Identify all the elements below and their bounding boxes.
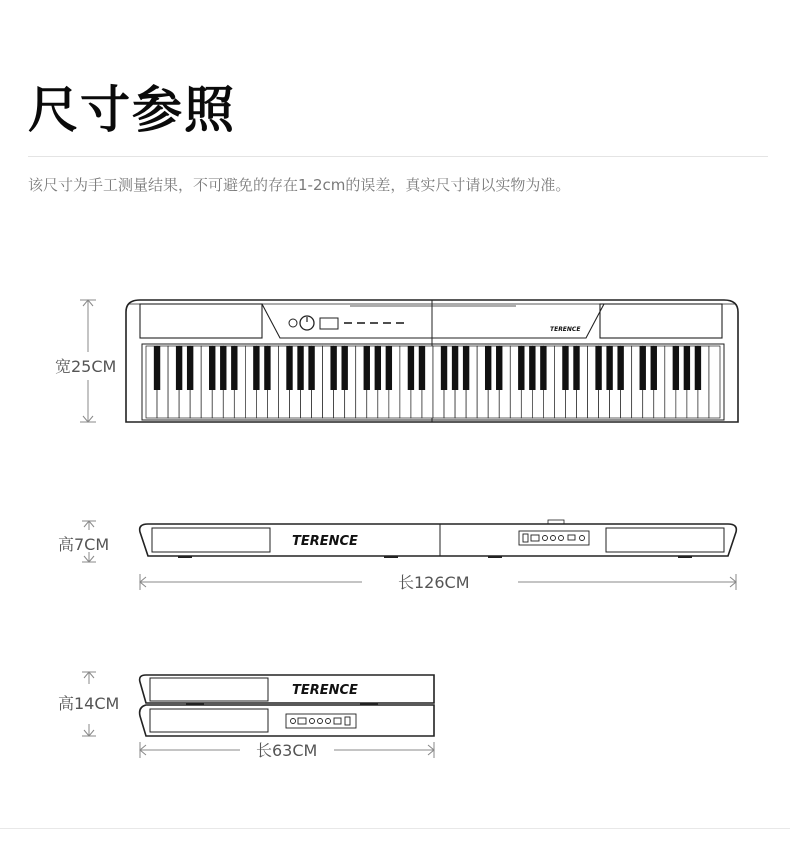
black-key (154, 346, 160, 390)
black-key (573, 346, 579, 390)
black-key (529, 346, 535, 390)
black-key (463, 346, 469, 390)
black-key (562, 346, 568, 390)
black-key (452, 346, 458, 390)
black-key (441, 346, 447, 390)
folded-upper-outline (140, 675, 434, 703)
black-key (518, 346, 524, 390)
black-key (485, 346, 491, 390)
black-key (617, 346, 623, 390)
front-body-outline (140, 524, 737, 556)
black-key (386, 346, 392, 390)
top-brand-logo: TERENCE (550, 326, 581, 333)
piano-folded-view (58, 672, 434, 760)
black-key (595, 346, 601, 390)
black-key (231, 346, 237, 390)
piano-front-view (58, 520, 736, 592)
white-key (709, 346, 720, 418)
folded-brand-logo: TERENCE (292, 683, 358, 698)
black-key (176, 346, 182, 390)
black-key (209, 346, 215, 390)
black-key (330, 346, 336, 390)
front-height-label: 高7CM (58, 535, 110, 554)
folded-height-label: 高14CM (58, 694, 120, 713)
black-key (640, 346, 646, 390)
black-key (220, 346, 226, 390)
black-key (606, 346, 612, 390)
width-label: 宽25CM (55, 357, 117, 376)
bottom-divider (0, 828, 790, 829)
front-brand-logo: TERENCE (292, 534, 358, 549)
front-length-label: 长126CM (398, 573, 470, 592)
black-key (651, 346, 657, 390)
black-key (286, 346, 292, 390)
black-key (496, 346, 502, 390)
black-key (364, 346, 370, 390)
black-key (540, 346, 546, 390)
black-key (673, 346, 679, 390)
black-key (297, 346, 303, 390)
measurement-note: 该尺寸为手工测量结果，不可避免的存在1-2cm的误差，真实尺寸请以实物为准。 (28, 176, 571, 194)
piano-keys (146, 346, 720, 418)
black-key (308, 346, 314, 390)
black-key (341, 346, 347, 390)
black-key (419, 346, 425, 390)
black-key (695, 346, 701, 390)
black-key (187, 346, 193, 390)
page-title: 尺寸参照 (28, 81, 236, 139)
left-speaker-panel (140, 304, 262, 338)
black-key (253, 346, 259, 390)
black-key (684, 346, 690, 390)
piano-top-view (55, 300, 738, 422)
folded-length-label: 长63CM (256, 741, 318, 760)
black-key (408, 346, 414, 390)
black-key (375, 346, 381, 390)
folded-lower-outline (140, 705, 434, 736)
right-speaker-panel (600, 304, 722, 338)
black-key (264, 346, 270, 390)
